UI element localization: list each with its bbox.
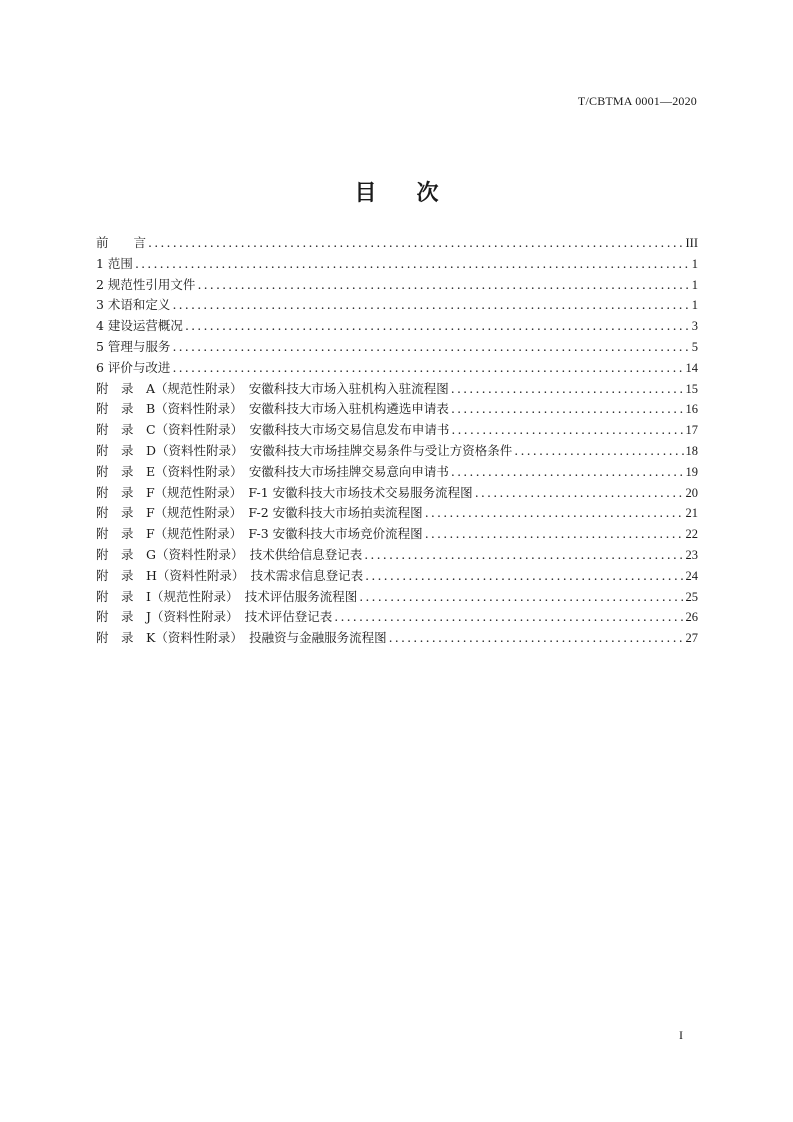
toc-entry-appendix-k[interactable]: [96, 628, 698, 649]
toc-leader-dots: [425, 505, 684, 520]
page-title: 目次: [354, 180, 479, 206]
toc-leader-dots: [359, 589, 683, 604]
toc-leader-dots: [451, 381, 684, 396]
toc-entry-appendix-a[interactable]: [96, 379, 698, 400]
toc-entry-page: 23: [685, 547, 698, 562]
toc-entry-appendix-f3[interactable]: [96, 524, 698, 545]
toc-entry-label: 4 建设运营概况: [96, 318, 183, 334]
toc-entry-appendix-d[interactable]: [96, 441, 698, 462]
toc-entry-appendix-h[interactable]: [96, 566, 698, 587]
toc-entry-label: 附 录 F（规范性附录） F-2 安徽科技大市场拍卖流程图: [96, 505, 423, 521]
toc-entry-appendix-b[interactable]: [96, 399, 698, 420]
toc-leader-dots: [389, 630, 684, 645]
toc-entry-label: 附 录 J（资料性附录） 技术评估登记表: [96, 609, 333, 625]
toc-entry-appendix-f1[interactable]: [96, 483, 698, 504]
toc-entry-2[interactable]: [96, 275, 698, 296]
toc-entry-label: 附 录 F（规范性附录） F-1 安徽科技大市场技术交易服务流程图: [96, 484, 473, 500]
toc-entry-page: 14: [685, 360, 698, 375]
toc-entry-page: 15: [685, 381, 698, 396]
toc-entry-label: 附 录 G（资料性附录） 技术供给信息登记表: [96, 546, 363, 562]
toc-entry-label: 附 录 I（规范性附录） 技术评估服务流程图: [96, 588, 358, 604]
toc-entry-appendix-j[interactable]: [96, 607, 698, 628]
toc-entry-label: 附 录 C（资料性附录） 安徽科技大市场交易信息发布申请书: [96, 422, 450, 438]
toc-entry-page: 3: [691, 319, 698, 334]
toc-entry-page: 5: [691, 339, 698, 354]
toc-entry-appendix-c[interactable]: [96, 420, 698, 441]
toc-entry-page: 17: [685, 423, 698, 438]
toc-entry-page: 25: [685, 589, 698, 604]
table-of-contents: [96, 233, 698, 649]
toc-entry-page: 16: [685, 402, 698, 417]
toc-entry-appendix-f2[interactable]: [96, 503, 698, 524]
toc-entry-label: 附 录 A（规范性附录） 安徽科技大市场入驻机构入驻流程图: [96, 380, 449, 396]
toc-leader-dots: [172, 339, 689, 354]
toc-leader-dots: [197, 277, 689, 292]
toc-entry-label: 5 管理与服务: [96, 338, 171, 354]
toc-leader-dots: [475, 485, 684, 500]
toc-entry-page: 21: [685, 506, 698, 521]
toc-entry-page: 22: [685, 527, 698, 542]
toc-entry-page: 18: [685, 443, 698, 458]
toc-entry-label: 附 录 H（资料性附录） 技术需求信息登记表: [96, 567, 364, 583]
toc-entry-page: 24: [685, 568, 698, 583]
toc-entry-label: 前 言: [96, 235, 147, 250]
toc-entry-page: 27: [685, 631, 698, 646]
toc-leader-dots: [185, 318, 690, 333]
doc-header-code: T/CBTMA 0001—2020: [577, 94, 697, 108]
toc-entry-label: 3 术语和定义: [96, 297, 171, 313]
toc-leader-dots: [451, 422, 683, 437]
toc-leader-dots: [172, 360, 683, 375]
toc-entry-label: 附 录 D（资料性附录） 安徽科技大市场挂牌交易条件与受让方资格条件: [96, 442, 513, 458]
toc-entry-label: 2 规范性引用文件: [96, 276, 196, 292]
toc-entry-page: 1: [691, 256, 698, 271]
toc-leader-dots: [451, 464, 684, 479]
toc-entry-page: 20: [685, 485, 698, 500]
toc-entry-6[interactable]: [96, 358, 698, 379]
toc-entry-label: 附 录 F（规范性附录） F-3 安徽科技大市场竞价流程图: [96, 526, 423, 542]
toc-entry-4[interactable]: [96, 316, 698, 337]
toc-entry-3[interactable]: [96, 295, 698, 316]
toc-leader-dots: [135, 256, 690, 271]
footer-page-number: I: [679, 1028, 683, 1042]
toc-entry-1[interactable]: [96, 254, 698, 275]
toc-leader-dots: [172, 297, 689, 312]
toc-entry-appendix-g[interactable]: [96, 545, 698, 566]
toc-entry-label: 6 评价与改进: [96, 359, 171, 375]
toc-leader-dots: [425, 526, 684, 541]
toc-entry-page: 26: [685, 610, 698, 625]
toc-entry-foreword[interactable]: [96, 233, 698, 254]
toc-entry-page: III: [685, 236, 698, 250]
toc-leader-dots: [334, 609, 683, 624]
toc-entry-page: 19: [685, 464, 698, 479]
toc-entry-label: 1 范围: [96, 255, 133, 271]
toc-leader-dots: [514, 443, 683, 458]
toc-entry-label: 附 录 K（资料性附录） 投融资与金融服务流程图: [96, 630, 387, 646]
toc-entry-5[interactable]: [96, 337, 698, 358]
toc-leader-dots: [365, 568, 683, 583]
toc-entry-page: 1: [691, 298, 698, 313]
toc-leader-dots: [364, 547, 683, 562]
toc-leader-dots: [451, 401, 684, 416]
toc-entry-appendix-i[interactable]: [96, 587, 698, 608]
toc-entry-label: 附 录 B（资料性附录） 安徽科技大市场入驻机构遴选申请表: [96, 401, 449, 417]
toc-entry-page: 1: [691, 277, 698, 292]
toc-entry-appendix-e[interactable]: [96, 462, 698, 483]
toc-entry-label: 附 录 E（资料性附录） 安徽科技大市场挂牌交易意向申请书: [96, 463, 449, 479]
toc-leader-dots: [148, 235, 683, 250]
